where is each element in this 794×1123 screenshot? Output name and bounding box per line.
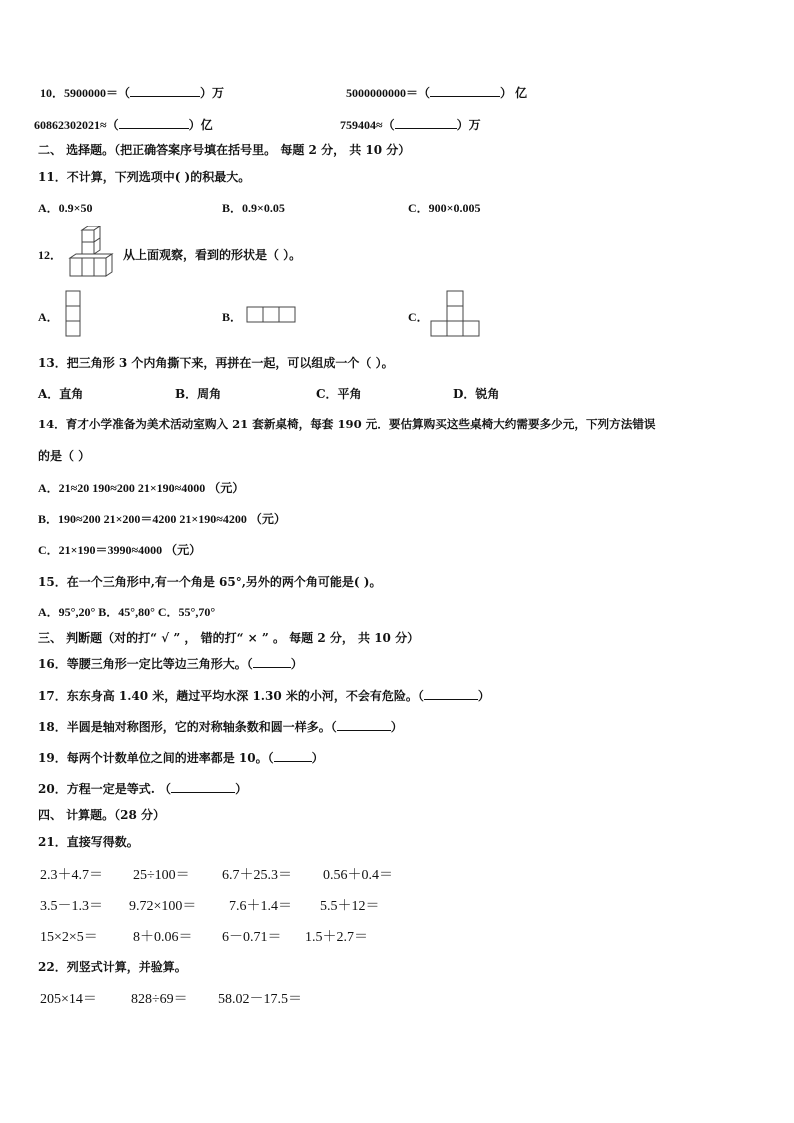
q15-options[interactable]: A．95°,20° B．45°,80° C．55°,70° — [38, 605, 216, 619]
q13-option-d[interactable]: D．锐角 — [453, 387, 500, 401]
calc-item: 3.5－1.3＝ — [40, 899, 103, 914]
section-4-heading: 四、 计算题。（28 分） — [38, 808, 166, 822]
answer-blank[interactable] — [424, 689, 478, 700]
q10-d-lead: 759404≈（ — [340, 118, 395, 132]
q14-stem-line1: 14．育才小学准备为美术活动室购入 21 套新桌椅，每套 190 元．要估算购买这些桌椅大约需要多少元，下列方法错误 — [38, 417, 656, 431]
answer-blank[interactable] — [395, 118, 457, 129]
q10-d — [340, 116, 481, 133]
q17 — [38, 687, 490, 704]
answer-blank[interactable] — [430, 86, 500, 97]
calc-item: 1.5＋2.7＝ — [305, 930, 368, 945]
q12-option-a-shape — [64, 290, 82, 338]
cube-stack-figure — [66, 226, 122, 280]
calc-item: 2.3＋4.7＝ — [40, 868, 103, 883]
answer-blank[interactable] — [253, 657, 291, 668]
q16-stem: 16．等腰三角形一定比等边三角形大。（ — [38, 657, 253, 671]
answer-blank[interactable] — [337, 720, 391, 731]
q12-option-c[interactable]: C． — [408, 310, 429, 324]
q12-number: 12． — [38, 248, 63, 262]
q20-stem: 20．方程一定是等式. （ — [38, 782, 172, 796]
q14-option-a[interactable]: A．21≈20 190≈200 21×190≈4000 （元） — [38, 481, 245, 495]
calc-item: 9.72×100＝ — [129, 899, 197, 914]
answer-blank[interactable] — [171, 782, 235, 793]
answer-blank[interactable] — [130, 86, 200, 97]
q11-stem: 11．不计算，下列选项中( )的积最大。 — [38, 170, 251, 184]
q10-d-tail: ）万 — [456, 118, 481, 132]
q10-b-lead: 5000000000＝（ — [346, 86, 431, 100]
q22-stem: 22．列竖式计算，并验算。 — [38, 960, 187, 974]
q10-a-lead: 10．5900000＝（ — [40, 86, 131, 100]
q19-stem: 19．每两个计数单位之间的进率都是 10。（ — [38, 751, 274, 765]
q17-stem: 17．东东身高 1.40 米，趟过平均水深 1.30 米的小河，不会有危险。（ — [38, 689, 424, 703]
q21-stem: 21．直接写得数。 — [38, 835, 139, 849]
q11-option-c[interactable]: C．900×0.005 — [408, 201, 481, 215]
q13-option-c[interactable]: C．平角 — [316, 387, 362, 401]
q14-stem-line2: 的是（ ） — [38, 449, 91, 463]
calc-item: 5.5＋12＝ — [320, 899, 380, 914]
calc-item: 0.56＋0.4＝ — [323, 868, 393, 883]
calc-item: 6.7＋25.3＝ — [222, 868, 292, 883]
q12-option-a[interactable]: A． — [38, 310, 59, 324]
q10-c-lead: 60862302021≈（ — [34, 118, 119, 132]
q10-a-tail: ）万 — [200, 86, 225, 100]
q12-option-b-shape — [246, 306, 296, 324]
q13-option-a[interactable]: A．直角 — [38, 387, 84, 401]
q13-option-b[interactable]: B．周角 — [175, 387, 222, 401]
close-paren: ） — [390, 720, 403, 734]
answer-blank[interactable] — [274, 751, 312, 762]
q10-c — [34, 116, 213, 133]
q12-stem: 从上面观察，看到的形状是（ ）。 — [123, 248, 302, 262]
q10-c-tail: ）亿 — [188, 118, 213, 132]
q16 — [38, 655, 303, 672]
calc-item: 15×2×5＝ — [40, 930, 98, 945]
q14-option-b[interactable]: B．190≈200 21×200＝4200 21×190≈4200 （元） — [38, 512, 286, 526]
q18 — [38, 718, 403, 735]
q13-stem: 13．把三角形 3 个内角撕下来，再拼在一起，可以组成一个（ ）。 — [38, 356, 394, 370]
close-paren: ） — [477, 689, 490, 703]
calc-item: 25÷100＝ — [133, 868, 190, 883]
q20 — [38, 780, 247, 797]
close-paren: ） — [290, 657, 303, 671]
section-2-heading: 二、 选择题。（把正确答案序号填在括号里。 每题 2 分， 共 10 分） — [38, 143, 411, 157]
calc-item: 7.6＋1.4＝ — [229, 899, 292, 914]
q19 — [38, 749, 324, 766]
q10-a — [40, 84, 224, 101]
calc-item: 205×14＝ — [40, 992, 97, 1007]
q11-option-a[interactable]: A．0.9×50 — [38, 201, 93, 215]
q11-option-b[interactable]: B．0.9×0.05 — [222, 201, 285, 215]
calc-item: 8＋0.06＝ — [133, 930, 193, 945]
q10-b — [346, 84, 527, 101]
close-paren: ） — [235, 782, 248, 796]
q15-stem: 15．在一个三角形中,有一个角是 65°,另外的两个角可能是( )。 — [38, 575, 382, 589]
calc-item: 6－0.71＝ — [222, 930, 282, 945]
answer-blank[interactable] — [119, 118, 189, 129]
section-3-heading: 三、 判断题（对的打“ √ ” ， 错的打“ × ” 。 每题 2 分， 共 10 分） — [38, 631, 420, 645]
q12-option-b[interactable]: B． — [222, 310, 243, 324]
q18-stem: 18．半圆是轴对称图形，它的对称轴条数和圆一样多。（ — [38, 720, 337, 734]
q12-option-c-shape — [430, 290, 480, 338]
calc-item: 828÷69＝ — [131, 992, 188, 1007]
close-paren: ） — [311, 751, 324, 765]
q10-b-tail: ） 亿 — [500, 86, 528, 100]
q14-option-c[interactable]: C．21×190＝3990≈4000 （元） — [38, 543, 202, 557]
calc-item: 58.02－17.5＝ — [218, 992, 302, 1007]
